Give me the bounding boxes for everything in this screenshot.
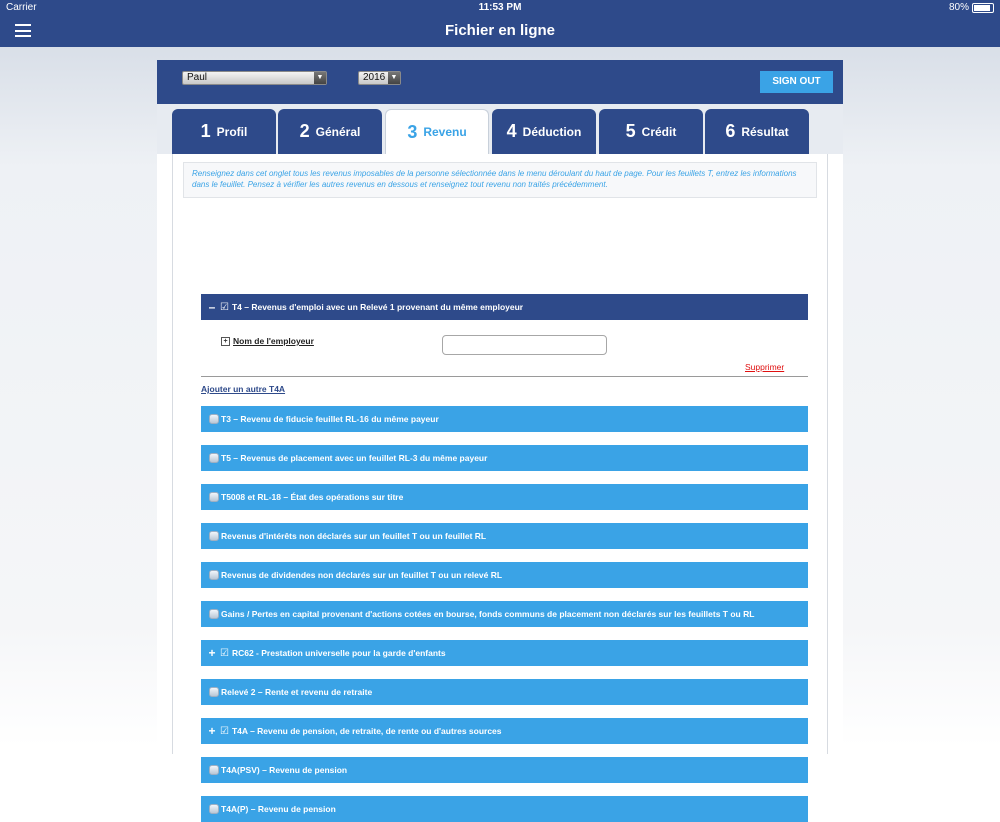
- year-select[interactable]: [358, 71, 401, 85]
- tab-resultat[interactable]: [705, 109, 809, 154]
- section-t5008[interactable]: [201, 484, 808, 510]
- checkbox-icon[interactable]: [209, 609, 219, 619]
- checkmark-icon: ☑: [220, 647, 229, 659]
- section-label: T4A – Revenu de pension, de retraite, de rente ou d'autres sources: [231, 726, 502, 736]
- tab-general[interactable]: [278, 109, 382, 154]
- section-label: Gains / Pertes en capital provenant d'actions cotées en bourse, fonds communs de placement non déclarés sur les feuillets T ou RL: [221, 609, 755, 619]
- section-label: RC62 - Prestation universelle pour la garde d'enfants: [231, 648, 446, 658]
- battery-percent: 80%: [948, 2, 969, 13]
- section-label: T5 – Revenus de placement avec un feuillet RL-3 du même payeur: [221, 453, 488, 463]
- employer-name-row: [221, 336, 314, 346]
- tab-content: [172, 154, 828, 814]
- status-time: 11:53 PM: [478, 2, 522, 13]
- checkmark-icon: ☑: [220, 301, 229, 313]
- tab-deduction[interactable]: [492, 109, 596, 154]
- checkbox-icon[interactable]: [209, 414, 219, 424]
- sign-out-button[interactable]: SIGN OUT: [760, 71, 833, 93]
- tab-number: 2: [299, 121, 310, 141]
- tab-label: Crédit: [641, 124, 677, 139]
- app-header: [0, 14, 1000, 47]
- checkbox-icon[interactable]: [209, 453, 219, 463]
- person-select-value: Paul: [187, 72, 208, 83]
- year-select-value: 2016: [363, 72, 386, 83]
- section-label: Relevé 2 – Rente et revenu de retraite: [221, 687, 373, 697]
- plus-icon[interactable]: +: [208, 646, 216, 660]
- tab-number: 1: [200, 121, 211, 141]
- section-t4a[interactable]: [201, 718, 808, 744]
- checkbox-icon[interactable]: [209, 570, 219, 580]
- checkbox-icon[interactable]: [209, 765, 219, 775]
- tab-revenu[interactable]: [385, 109, 489, 154]
- section-label: Revenus de dividendes non déclarés sur un feuillet T ou un relevé RL: [221, 570, 503, 580]
- plus-icon[interactable]: +: [208, 724, 216, 738]
- main-container: [157, 60, 843, 814]
- tab-label: Résultat: [741, 124, 789, 139]
- section-t5[interactable]: [201, 445, 808, 471]
- top-bar: [157, 60, 843, 104]
- section-label: T4 – Revenus d'emploi avec un Relevé 1 provenant du même employeur: [231, 302, 524, 312]
- carrier-label: Carrier: [6, 2, 37, 13]
- section-rc62[interactable]: [201, 640, 808, 666]
- battery-fill: [974, 5, 990, 11]
- tab-label: Revenu: [423, 125, 467, 139]
- section-t4-header[interactable]: [201, 294, 808, 320]
- app-title: Fichier en ligne: [444, 22, 556, 39]
- divider: [201, 376, 808, 377]
- checkbox-icon[interactable]: [209, 687, 219, 697]
- tab-credit[interactable]: [599, 109, 703, 154]
- section-capital-gains[interactable]: [201, 601, 808, 627]
- battery-icon: [972, 3, 994, 13]
- minus-icon[interactable]: –: [208, 300, 216, 314]
- tab-profil[interactable]: [172, 109, 276, 154]
- delete-link[interactable]: Supprimer: [745, 362, 785, 372]
- battery-indicator: [949, 2, 994, 13]
- status-bar: [0, 0, 1000, 14]
- tab-label: Général: [315, 124, 361, 139]
- info-text: Renseignez dans cet onglet tous les revenus imposables de la personne sélectionnée dans le menu déroulant du haut de page. Pour les feuillets T, entrez les informations dans le feuillet. Pensez à vérifier les autres revenus en dessous et renseignez tout revenu non traités précédemment.: [183, 162, 817, 198]
- section-t3[interactable]: [201, 406, 808, 432]
- checkbox-icon[interactable]: [209, 804, 219, 814]
- tab-number: 6: [725, 121, 736, 141]
- section-releve-2[interactable]: [201, 679, 808, 705]
- checkbox-icon[interactable]: [209, 492, 219, 502]
- checkmark-icon: ☑: [220, 725, 229, 737]
- section-label: T4A(PSV) – Revenu de pension: [221, 765, 348, 775]
- section-label: T3 – Revenu de fiducie feuillet RL-16 du même payeur: [221, 414, 439, 424]
- tab-number: 3: [407, 121, 418, 142]
- section-t4a-p[interactable]: [201, 796, 808, 822]
- tab-label: Déduction: [522, 124, 582, 139]
- chevron-down-icon: ▼: [314, 72, 326, 84]
- employer-name-label[interactable]: Nom de l'employeur: [233, 336, 314, 346]
- checkbox-icon[interactable]: [209, 531, 219, 541]
- section-label: T4A(P) – Revenu de pension: [221, 804, 336, 814]
- employer-name-input[interactable]: [442, 335, 607, 355]
- chevron-down-icon: ▼: [388, 72, 400, 84]
- add-t4a-link[interactable]: Ajouter un autre T4A: [201, 384, 286, 394]
- person-select[interactable]: [182, 71, 327, 85]
- section-label: Revenus d'intérêts non déclarés sur un feuillet T ou un feuillet RL: [221, 531, 487, 541]
- tab-bar: [157, 104, 843, 154]
- section-label: T5008 et RL-18 – État des opérations sur titre: [221, 492, 404, 502]
- tab-number: 5: [625, 121, 636, 141]
- section-dividend-income[interactable]: [201, 562, 808, 588]
- plus-icon[interactable]: +: [221, 337, 230, 346]
- section-t4a-psv[interactable]: [201, 757, 808, 783]
- tab-number: 4: [506, 121, 517, 141]
- section-interest-income[interactable]: [201, 523, 808, 549]
- tab-label: Profil: [216, 124, 248, 139]
